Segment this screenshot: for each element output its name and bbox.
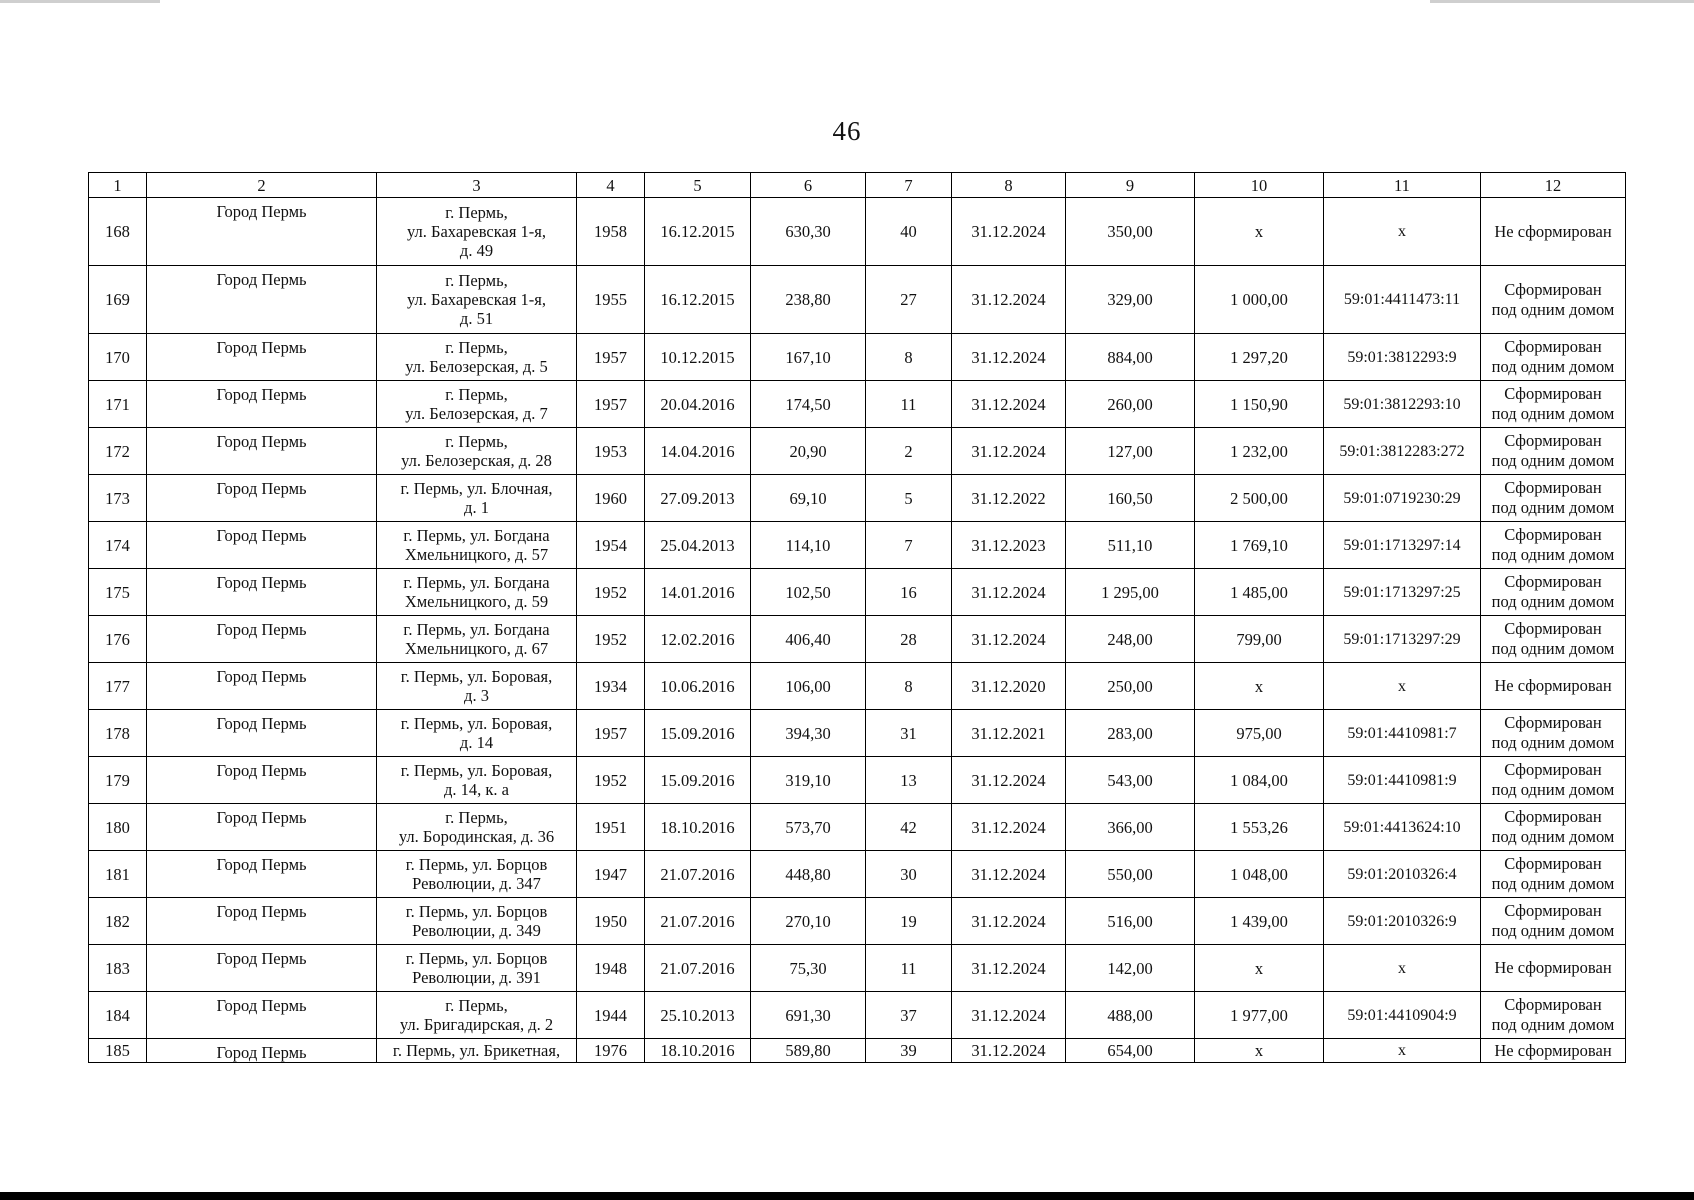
land-status-cell: Не сформирован bbox=[1481, 663, 1626, 710]
value-cell: 550,00 bbox=[1066, 851, 1195, 898]
deadline-cell: 31.12.2024 bbox=[952, 804, 1066, 851]
residents-cell: 2 bbox=[866, 428, 952, 475]
land-status-cell: Сформирован под одним домом bbox=[1481, 381, 1626, 428]
table-row bbox=[89, 851, 1626, 898]
value-cell: 1 977,00 bbox=[1195, 992, 1324, 1039]
deadline-cell: 31.12.2024 bbox=[952, 992, 1066, 1039]
residents-cell: 39 bbox=[866, 1039, 952, 1063]
value-cell: х bbox=[1195, 663, 1324, 710]
land-status-cell: Сформирован под одним домом bbox=[1481, 475, 1626, 522]
address-cell: г. Пермь, ул. Бахаревская 1-я, д. 51 bbox=[377, 266, 577, 334]
year-built-cell: 1947 bbox=[577, 851, 645, 898]
column-header: 6 bbox=[751, 173, 866, 198]
area-cell: 270,10 bbox=[751, 898, 866, 945]
residents-cell: 42 bbox=[866, 804, 952, 851]
area-cell: 102,50 bbox=[751, 569, 866, 616]
top-edge-mark bbox=[1430, 0, 1694, 3]
date-cell: 25.04.2013 bbox=[645, 522, 751, 569]
residents-cell: 27 bbox=[866, 266, 952, 334]
year-built-cell: 1951 bbox=[577, 804, 645, 851]
date-cell: 27.09.2013 bbox=[645, 475, 751, 522]
row-number-cell: 176 bbox=[89, 616, 147, 663]
value-cell: 1 295,00 bbox=[1066, 569, 1195, 616]
table-row bbox=[89, 616, 1626, 663]
residents-cell: 30 bbox=[866, 851, 952, 898]
year-built-cell: 1950 bbox=[577, 898, 645, 945]
value-cell: 884,00 bbox=[1066, 334, 1195, 381]
area-cell: 69,10 bbox=[751, 475, 866, 522]
page-number: 46 bbox=[832, 116, 862, 146]
top-edge-mark bbox=[0, 0, 160, 3]
residents-cell: 19 bbox=[866, 898, 952, 945]
value-cell: х bbox=[1195, 945, 1324, 992]
row-number-cell: 183 bbox=[89, 945, 147, 992]
deadline-cell: 31.12.2024 bbox=[952, 198, 1066, 266]
row-number-cell: 181 bbox=[89, 851, 147, 898]
value-cell: 1 000,00 bbox=[1195, 266, 1324, 334]
area-cell: 167,10 bbox=[751, 334, 866, 381]
address-cell: г. Пермь, ул. Богдана Хмельницкого, д. 57 bbox=[377, 522, 577, 569]
owner-cell: Город Пермь bbox=[147, 475, 377, 522]
date-cell: 10.12.2015 bbox=[645, 334, 751, 381]
value-cell: 142,00 bbox=[1066, 945, 1195, 992]
value-cell: 511,10 bbox=[1066, 522, 1195, 569]
value-cell: 1 485,00 bbox=[1195, 569, 1324, 616]
table-row bbox=[89, 945, 1626, 992]
land-status-cell: Сформирован под одним домом bbox=[1481, 851, 1626, 898]
area-cell: 75,30 bbox=[751, 945, 866, 992]
residents-cell: 37 bbox=[866, 992, 952, 1039]
value-cell: 1 553,26 bbox=[1195, 804, 1324, 851]
year-built-cell: 1958 bbox=[577, 198, 645, 266]
row-number-cell: 185 bbox=[89, 1039, 147, 1063]
owner-cell: Город Пермь bbox=[147, 266, 377, 334]
land-status-cell: Сформирован под одним домом bbox=[1481, 710, 1626, 757]
row-number-cell: 169 bbox=[89, 266, 147, 334]
address-cell: г. Пермь, ул. Белозерская, д. 5 bbox=[377, 334, 577, 381]
owner-cell: Город Пермь bbox=[147, 1039, 377, 1063]
value-cell: 366,00 bbox=[1066, 804, 1195, 851]
land-status-cell: Не сформирован bbox=[1481, 1039, 1626, 1063]
scan-bottom-edge bbox=[0, 1192, 1694, 1200]
table-row bbox=[89, 381, 1626, 428]
column-header: 10 bbox=[1195, 173, 1324, 198]
year-built-cell: 1955 bbox=[577, 266, 645, 334]
table-row bbox=[89, 898, 1626, 945]
row-number-cell: 173 bbox=[89, 475, 147, 522]
value-cell: 1 232,00 bbox=[1195, 428, 1324, 475]
residents-cell: 28 bbox=[866, 616, 952, 663]
deadline-cell: 31.12.2024 bbox=[952, 381, 1066, 428]
area-cell: 406,40 bbox=[751, 616, 866, 663]
address-cell: г. Пермь, ул. Бахаревская 1-я, д. 49 bbox=[377, 198, 577, 266]
value-cell: 1 084,00 bbox=[1195, 757, 1324, 804]
cadastral-number-cell: 59:01:2010326:4 bbox=[1324, 851, 1481, 898]
value-cell: 543,00 bbox=[1066, 757, 1195, 804]
address-cell: г. Пермь, ул. Белозерская, д. 28 bbox=[377, 428, 577, 475]
area-cell: 106,00 bbox=[751, 663, 866, 710]
value-cell: 488,00 bbox=[1066, 992, 1195, 1039]
address-cell: г. Пермь, ул. Боровая, д. 3 bbox=[377, 663, 577, 710]
deadline-cell: 31.12.2024 bbox=[952, 569, 1066, 616]
table-row bbox=[89, 475, 1626, 522]
row-number-cell: 171 bbox=[89, 381, 147, 428]
deadline-cell: 31.12.2024 bbox=[952, 945, 1066, 992]
table-row bbox=[89, 710, 1626, 757]
address-cell: г. Пермь, ул. Брикетная, bbox=[377, 1039, 577, 1063]
residents-cell: 8 bbox=[866, 334, 952, 381]
land-status-cell: Сформирован под одним домом bbox=[1481, 616, 1626, 663]
land-status-cell: Сформирован под одним домом bbox=[1481, 522, 1626, 569]
value-cell: 799,00 bbox=[1195, 616, 1324, 663]
cadastral-number-cell: 59:01:4410981:9 bbox=[1324, 757, 1481, 804]
date-cell: 25.10.2013 bbox=[645, 992, 751, 1039]
deadline-cell: 31.12.2024 bbox=[952, 757, 1066, 804]
table-row bbox=[89, 757, 1626, 804]
cadastral-number-cell: 59:01:0719230:29 bbox=[1324, 475, 1481, 522]
address-cell: г. Пермь, ул. Борцов Революции, д. 347 bbox=[377, 851, 577, 898]
value-cell: 1 150,90 bbox=[1195, 381, 1324, 428]
table-row bbox=[89, 663, 1626, 710]
owner-cell: Город Пермь bbox=[147, 198, 377, 266]
residents-cell: 16 bbox=[866, 569, 952, 616]
value-cell: 975,00 bbox=[1195, 710, 1324, 757]
cadastral-number-cell: х bbox=[1324, 198, 1481, 266]
owner-cell: Город Пермь bbox=[147, 334, 377, 381]
value-cell: 260,00 bbox=[1066, 381, 1195, 428]
table-row bbox=[89, 992, 1626, 1039]
row-number-cell: 180 bbox=[89, 804, 147, 851]
deadline-cell: 31.12.2023 bbox=[952, 522, 1066, 569]
value-cell: 350,00 bbox=[1066, 198, 1195, 266]
deadline-cell: 31.12.2022 bbox=[952, 475, 1066, 522]
deadline-cell: 31.12.2024 bbox=[952, 898, 1066, 945]
land-status-cell: Сформирован под одним домом bbox=[1481, 898, 1626, 945]
area-cell: 20,90 bbox=[751, 428, 866, 475]
cadastral-number-cell: 59:01:3812293:10 bbox=[1324, 381, 1481, 428]
date-cell: 12.02.2016 bbox=[645, 616, 751, 663]
column-header: 4 bbox=[577, 173, 645, 198]
land-status-cell: Сформирован под одним домом bbox=[1481, 266, 1626, 334]
address-cell: г. Пермь, ул. Богдана Хмельницкого, д. 59 bbox=[377, 569, 577, 616]
address-cell: г. Пермь, ул. Богдана Хмельницкого, д. 67 bbox=[377, 616, 577, 663]
year-built-cell: 1952 bbox=[577, 569, 645, 616]
column-header: 11 bbox=[1324, 173, 1481, 198]
header-row bbox=[89, 173, 1626, 198]
area-cell: 448,80 bbox=[751, 851, 866, 898]
value-cell: 1 048,00 bbox=[1195, 851, 1324, 898]
owner-cell: Город Пермь bbox=[147, 898, 377, 945]
cadastral-number-cell: х bbox=[1324, 1039, 1481, 1063]
cadastral-number-cell: х bbox=[1324, 663, 1481, 710]
table-row bbox=[89, 1039, 1626, 1063]
year-built-cell: 1953 bbox=[577, 428, 645, 475]
deadline-cell: 31.12.2024 bbox=[952, 266, 1066, 334]
year-built-cell: 1957 bbox=[577, 710, 645, 757]
date-cell: 15.09.2016 bbox=[645, 710, 751, 757]
value-cell: 160,50 bbox=[1066, 475, 1195, 522]
owner-cell: Город Пермь bbox=[147, 945, 377, 992]
area-cell: 174,50 bbox=[751, 381, 866, 428]
owner-cell: Город Пермь bbox=[147, 569, 377, 616]
residents-cell: 31 bbox=[866, 710, 952, 757]
land-status-cell: Сформирован под одним домом bbox=[1481, 334, 1626, 381]
year-built-cell: 1952 bbox=[577, 616, 645, 663]
column-header: 1 bbox=[89, 173, 147, 198]
area-cell: 394,30 bbox=[751, 710, 866, 757]
owner-cell: Город Пермь bbox=[147, 710, 377, 757]
cadastral-number-cell: 59:01:2010326:9 bbox=[1324, 898, 1481, 945]
row-number-cell: 168 bbox=[89, 198, 147, 266]
area-cell: 630,30 bbox=[751, 198, 866, 266]
value-cell: х bbox=[1195, 198, 1324, 266]
year-built-cell: 1957 bbox=[577, 381, 645, 428]
cadastral-number-cell: 59:01:4411473:11 bbox=[1324, 266, 1481, 334]
date-cell: 21.07.2016 bbox=[645, 945, 751, 992]
date-cell: 20.04.2016 bbox=[645, 381, 751, 428]
value-cell: 1 769,10 bbox=[1195, 522, 1324, 569]
year-built-cell: 1954 bbox=[577, 522, 645, 569]
address-cell: г. Пермь, ул. Борцов Революции, д. 349 bbox=[377, 898, 577, 945]
value-cell: 127,00 bbox=[1066, 428, 1195, 475]
value-cell: 516,00 bbox=[1066, 898, 1195, 945]
year-built-cell: 1952 bbox=[577, 757, 645, 804]
table-row bbox=[89, 266, 1626, 334]
date-cell: 21.07.2016 bbox=[645, 898, 751, 945]
value-cell: 1 439,00 bbox=[1195, 898, 1324, 945]
owner-cell: Город Пермь bbox=[147, 992, 377, 1039]
address-cell: г. Пермь, ул. Борцов Революции, д. 391 bbox=[377, 945, 577, 992]
cadastral-number-cell: 59:01:4413624:10 bbox=[1324, 804, 1481, 851]
value-cell: 654,00 bbox=[1066, 1039, 1195, 1063]
table-row bbox=[89, 804, 1626, 851]
owner-cell: Город Пермь bbox=[147, 663, 377, 710]
year-built-cell: 1976 bbox=[577, 1039, 645, 1063]
cadastral-number-cell: 59:01:3812283:272 bbox=[1324, 428, 1481, 475]
area-cell: 319,10 bbox=[751, 757, 866, 804]
column-header: 5 bbox=[645, 173, 751, 198]
residents-cell: 13 bbox=[866, 757, 952, 804]
value-cell: 329,00 bbox=[1066, 266, 1195, 334]
owner-cell: Город Пермь bbox=[147, 804, 377, 851]
residents-cell: 8 bbox=[866, 663, 952, 710]
cadastral-number-cell: 59:01:3812293:9 bbox=[1324, 334, 1481, 381]
land-status-cell: Сформирован под одним домом bbox=[1481, 428, 1626, 475]
residents-cell: 11 bbox=[866, 381, 952, 428]
row-number-cell: 182 bbox=[89, 898, 147, 945]
column-header: 9 bbox=[1066, 173, 1195, 198]
address-cell: г. Пермь, ул. Бригадирская, д. 2 bbox=[377, 992, 577, 1039]
date-cell: 18.10.2016 bbox=[645, 1039, 751, 1063]
column-header: 8 bbox=[952, 173, 1066, 198]
owner-cell: Город Пермь bbox=[147, 381, 377, 428]
deadline-cell: 31.12.2020 bbox=[952, 663, 1066, 710]
residents-cell: 40 bbox=[866, 198, 952, 266]
date-cell: 15.09.2016 bbox=[645, 757, 751, 804]
value-cell: 248,00 bbox=[1066, 616, 1195, 663]
area-cell: 691,30 bbox=[751, 992, 866, 1039]
table-body bbox=[89, 198, 1626, 1063]
address-cell: г. Пермь, ул. Боровая, д. 14, к. а bbox=[377, 757, 577, 804]
deadline-cell: 31.12.2024 bbox=[952, 851, 1066, 898]
owner-cell: Город Пермь bbox=[147, 851, 377, 898]
address-cell: г. Пермь, ул. Бородинская, д. 36 bbox=[377, 804, 577, 851]
address-cell: г. Пермь, ул. Боровая, д. 14 bbox=[377, 710, 577, 757]
row-number-cell: 178 bbox=[89, 710, 147, 757]
column-header: 12 bbox=[1481, 173, 1626, 198]
area-cell: 589,80 bbox=[751, 1039, 866, 1063]
row-number-cell: 174 bbox=[89, 522, 147, 569]
owner-cell: Город Пермь bbox=[147, 757, 377, 804]
residents-cell: 11 bbox=[866, 945, 952, 992]
value-cell: 283,00 bbox=[1066, 710, 1195, 757]
area-cell: 573,70 bbox=[751, 804, 866, 851]
table-row bbox=[89, 428, 1626, 475]
cadastral-number-cell: 59:01:1713297:14 bbox=[1324, 522, 1481, 569]
deadline-cell: 31.12.2024 bbox=[952, 334, 1066, 381]
date-cell: 14.01.2016 bbox=[645, 569, 751, 616]
residents-cell: 5 bbox=[866, 475, 952, 522]
date-cell: 10.06.2016 bbox=[645, 663, 751, 710]
column-header: 2 bbox=[147, 173, 377, 198]
date-cell: 21.07.2016 bbox=[645, 851, 751, 898]
land-status-cell: Сформирован под одним домом bbox=[1481, 804, 1626, 851]
column-header: 3 bbox=[377, 173, 577, 198]
owner-cell: Город Пермь bbox=[147, 428, 377, 475]
housing-registry-table bbox=[88, 172, 1626, 1063]
value-cell: 1 297,20 bbox=[1195, 334, 1324, 381]
cadastral-number-cell: 59:01:1713297:29 bbox=[1324, 616, 1481, 663]
date-cell: 18.10.2016 bbox=[645, 804, 751, 851]
value-cell: 250,00 bbox=[1066, 663, 1195, 710]
date-cell: 14.04.2016 bbox=[645, 428, 751, 475]
land-status-cell: Не сформирован bbox=[1481, 198, 1626, 266]
area-cell: 238,80 bbox=[751, 266, 866, 334]
owner-cell: Город Пермь bbox=[147, 522, 377, 569]
deadline-cell: 31.12.2024 bbox=[952, 428, 1066, 475]
cadastral-number-cell: х bbox=[1324, 945, 1481, 992]
deadline-cell: 31.12.2021 bbox=[952, 710, 1066, 757]
address-cell: г. Пермь, ул. Блочная, д. 1 bbox=[377, 475, 577, 522]
table-row bbox=[89, 334, 1626, 381]
cadastral-number-cell: 59:01:4410981:7 bbox=[1324, 710, 1481, 757]
year-built-cell: 1957 bbox=[577, 334, 645, 381]
land-status-cell: Сформирован под одним домом bbox=[1481, 757, 1626, 804]
row-number-cell: 172 bbox=[89, 428, 147, 475]
year-built-cell: 1948 bbox=[577, 945, 645, 992]
residents-cell: 7 bbox=[866, 522, 952, 569]
address-cell: г. Пермь, ул. Белозерская, д. 7 bbox=[377, 381, 577, 428]
year-built-cell: 1944 bbox=[577, 992, 645, 1039]
row-number-cell: 184 bbox=[89, 992, 147, 1039]
table-row bbox=[89, 522, 1626, 569]
deadline-cell: 31.12.2024 bbox=[952, 616, 1066, 663]
row-number-cell: 179 bbox=[89, 757, 147, 804]
row-number-cell: 177 bbox=[89, 663, 147, 710]
row-number-cell: 175 bbox=[89, 569, 147, 616]
deadline-cell: 31.12.2024 bbox=[952, 1039, 1066, 1063]
table-row bbox=[89, 198, 1626, 266]
area-cell: 114,10 bbox=[751, 522, 866, 569]
date-cell: 16.12.2015 bbox=[645, 266, 751, 334]
year-built-cell: 1960 bbox=[577, 475, 645, 522]
land-status-cell: Не сформирован bbox=[1481, 945, 1626, 992]
date-cell: 16.12.2015 bbox=[645, 198, 751, 266]
year-built-cell: 1934 bbox=[577, 663, 645, 710]
value-cell: х bbox=[1195, 1039, 1324, 1063]
cadastral-number-cell: 59:01:4410904:9 bbox=[1324, 992, 1481, 1039]
table-row bbox=[89, 569, 1626, 616]
cadastral-number-cell: 59:01:1713297:25 bbox=[1324, 569, 1481, 616]
owner-cell: Город Пермь bbox=[147, 616, 377, 663]
value-cell: 2 500,00 bbox=[1195, 475, 1324, 522]
land-status-cell: Сформирован под одним домом bbox=[1481, 992, 1626, 1039]
column-header: 7 bbox=[866, 173, 952, 198]
row-number-cell: 170 bbox=[89, 334, 147, 381]
land-status-cell: Сформирован под одним домом bbox=[1481, 569, 1626, 616]
